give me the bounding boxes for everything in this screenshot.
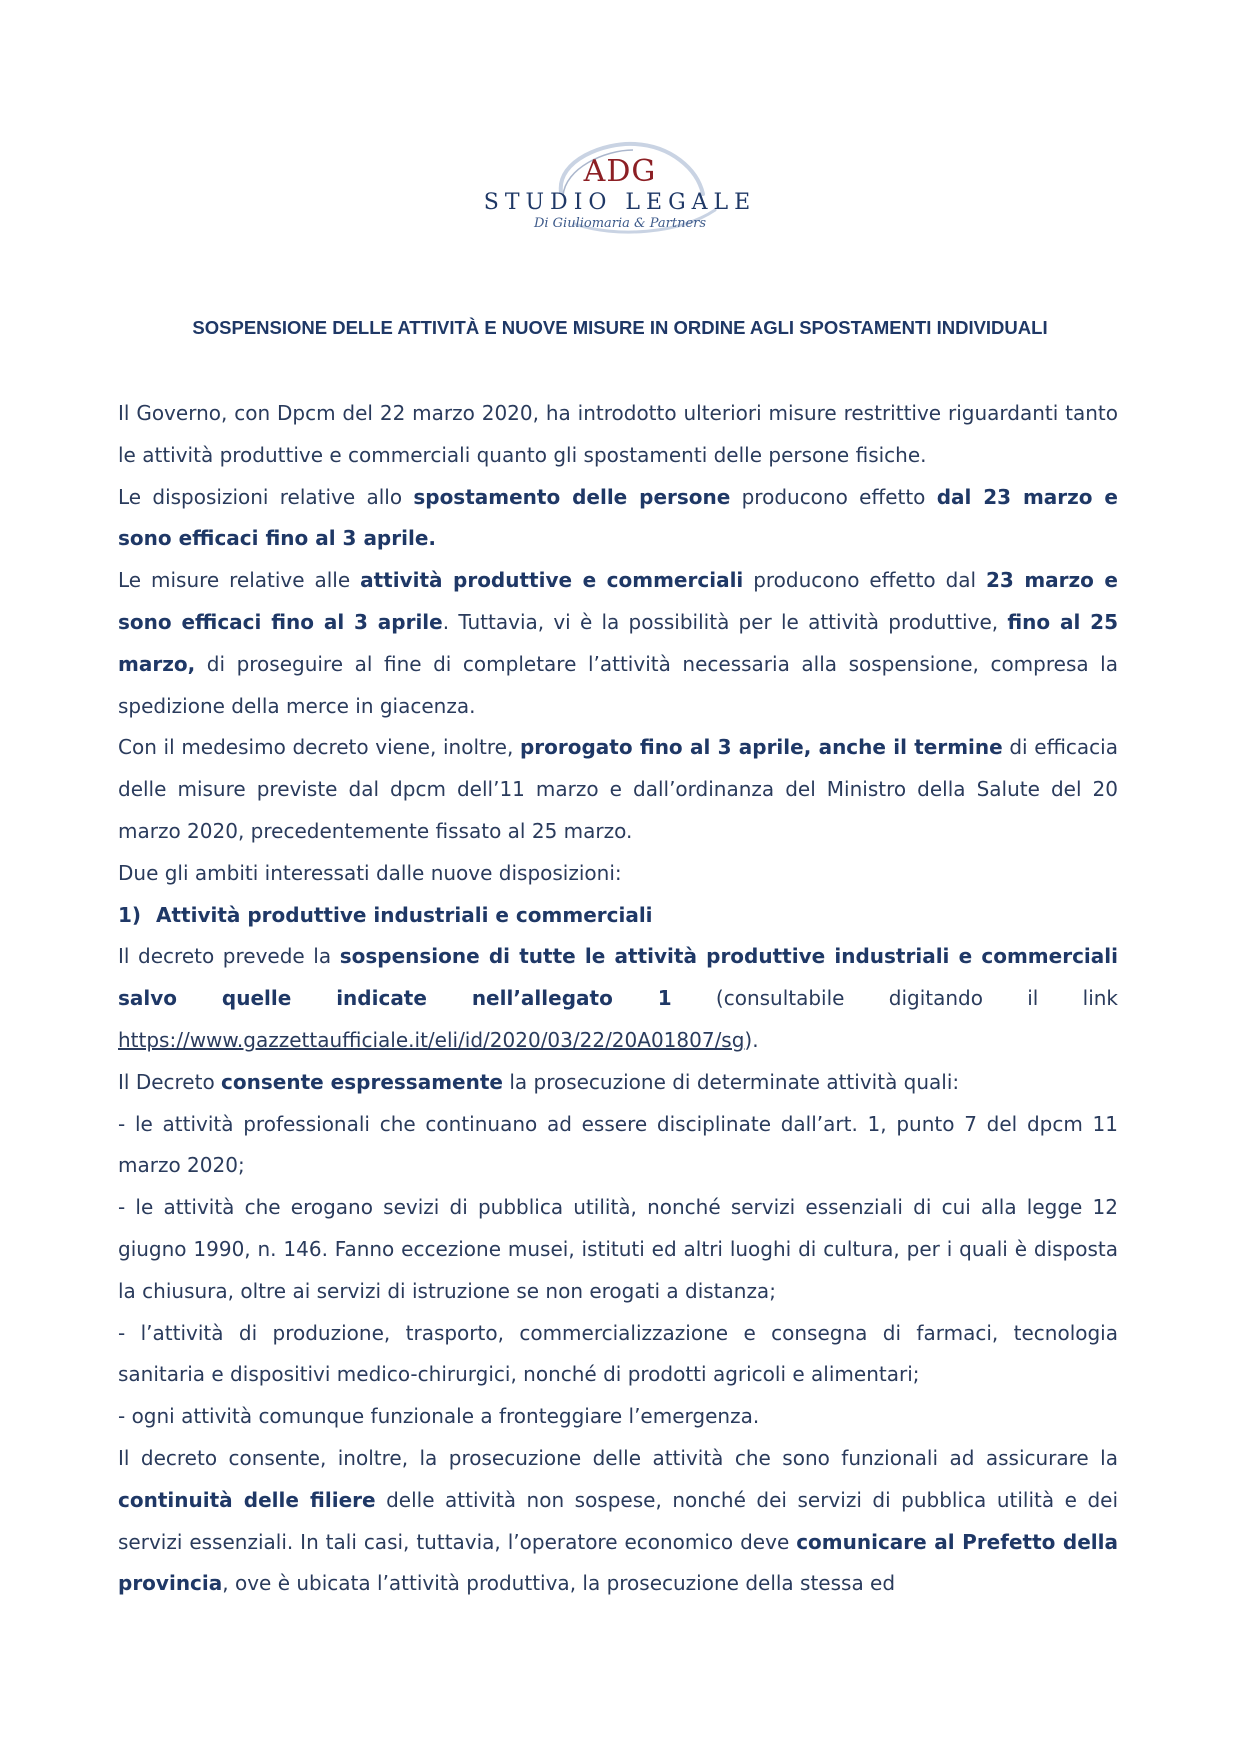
section-heading-1 (118, 895, 1118, 937)
list-item: - ogni attività comunque funzionale a fronteggiare l’emergenza. (118, 1404, 760, 1429)
section-heading-text: Attività produttive industriali e commerciali (156, 902, 653, 927)
section-number: 1) (118, 902, 142, 927)
paragraph-filiere: Il decreto consente, inoltre, la prosecuzione delle attività che sono funzionali ad assicurare la continuità delle filiere delle attività non sospese, nonché dei servizi di pubblica utilità e dei servizi essenziali. In tali casi, tuttavia, l’operatore economico deve comunicare al Prefetto della provincia, ove è ubicata l’attività produttiva, la prosecuzione della stessa ed (118, 1445, 1119, 1596)
paragraph-sospensione: Il decreto prevede la sospensione di tutte le attività produttive industriali e commerciali salvo quelle indicate nell’allegato 1 (consultabile digitando il link https://www.gazzettaufficiale.it/eli/id/2020/03/22/20A01807/sg). (118, 944, 1119, 1052)
paragraph-persone: Le disposizioni relative allo spostamento delle persone producono effetto dal 23 marzo e sono efficaci fino al 3 aprile. (118, 484, 1118, 551)
paragraph-ambiti: Due gli ambiti interessati dalle nuove disposizioni: (118, 860, 622, 885)
studio-logo (465, 138, 775, 243)
document-title: SOSPENSIONE DELLE ATTIVITÀ E NUOVE MISURE IN ORDINE AGLI SPOSTAMENTI INDIVIDUALI (192, 317, 1048, 338)
paragraph-proroga: Con il medesimo decreto viene, inoltre, prorogato fino al 3 aprile, anche il termine di efficacia delle misure previste dal dpcm dell’11 marzo e dall’ordinanza del Ministro della Salute del 20 marzo 2020, precedentemente fissato al 25 marzo. (118, 735, 1118, 843)
gazzetta-link[interactable]: https://www.gazzettaufficiale.it/eli/id/2020/03/22/20A01807/sg (118, 1027, 745, 1052)
logo-name: STUDIO LEGALE (483, 190, 757, 215)
list-item: - le attività che erogano sevizi di pubblica utilità, nonché servizi essenziali di cui alla legge 12 giugno 1990, n. 146. Fanno eccezione musei, istituti ed altri luoghi di cultura, per i quali è disposta la chiusura, oltre ai servizi di istruzione se non erogati a distanza; (118, 1195, 1118, 1303)
paragraph-intro: Il Governo, con Dpcm del 22 marzo 2020, ha introdotto ulteriori misure restrittive riguardanti tanto le attività produttive e commerciali quanto gli spostamenti delle persone fisiche. (118, 401, 1118, 467)
logo-tagline: Di Giuliomaria & Partners (533, 216, 707, 231)
logo-brand: ADG (583, 154, 657, 189)
list-item: - l’attività di produzione, trasporto, commercializzazione e consegna di farmaci, tecnologia sanitaria e dispositivi medico-chirurgici, nonché di prodotti agricoli e alimentari; (118, 1320, 1118, 1387)
paragraph-consente: Il Decreto consente espressamente la prosecuzione di determinate attività quali: (118, 1069, 960, 1094)
list-item: - le attività professionali che continuano ad essere disciplinate dall’art. 1, punto 7 del dpcm 11 marzo 2020; (118, 1111, 1118, 1178)
document-body (118, 393, 1118, 1605)
paragraph-attivita: Le misure relative alle attività produttive e commerciali producono effetto dal 23 marzo e sono efficaci fino al 3 aprile. Tuttavia, vi è la possibilità per le attività produttive, fino al 25 marzo, di proseguire al fine di completare l’attività necessaria alla sospensione, compresa la spedizione della merce in giacenza. (118, 568, 1118, 718)
